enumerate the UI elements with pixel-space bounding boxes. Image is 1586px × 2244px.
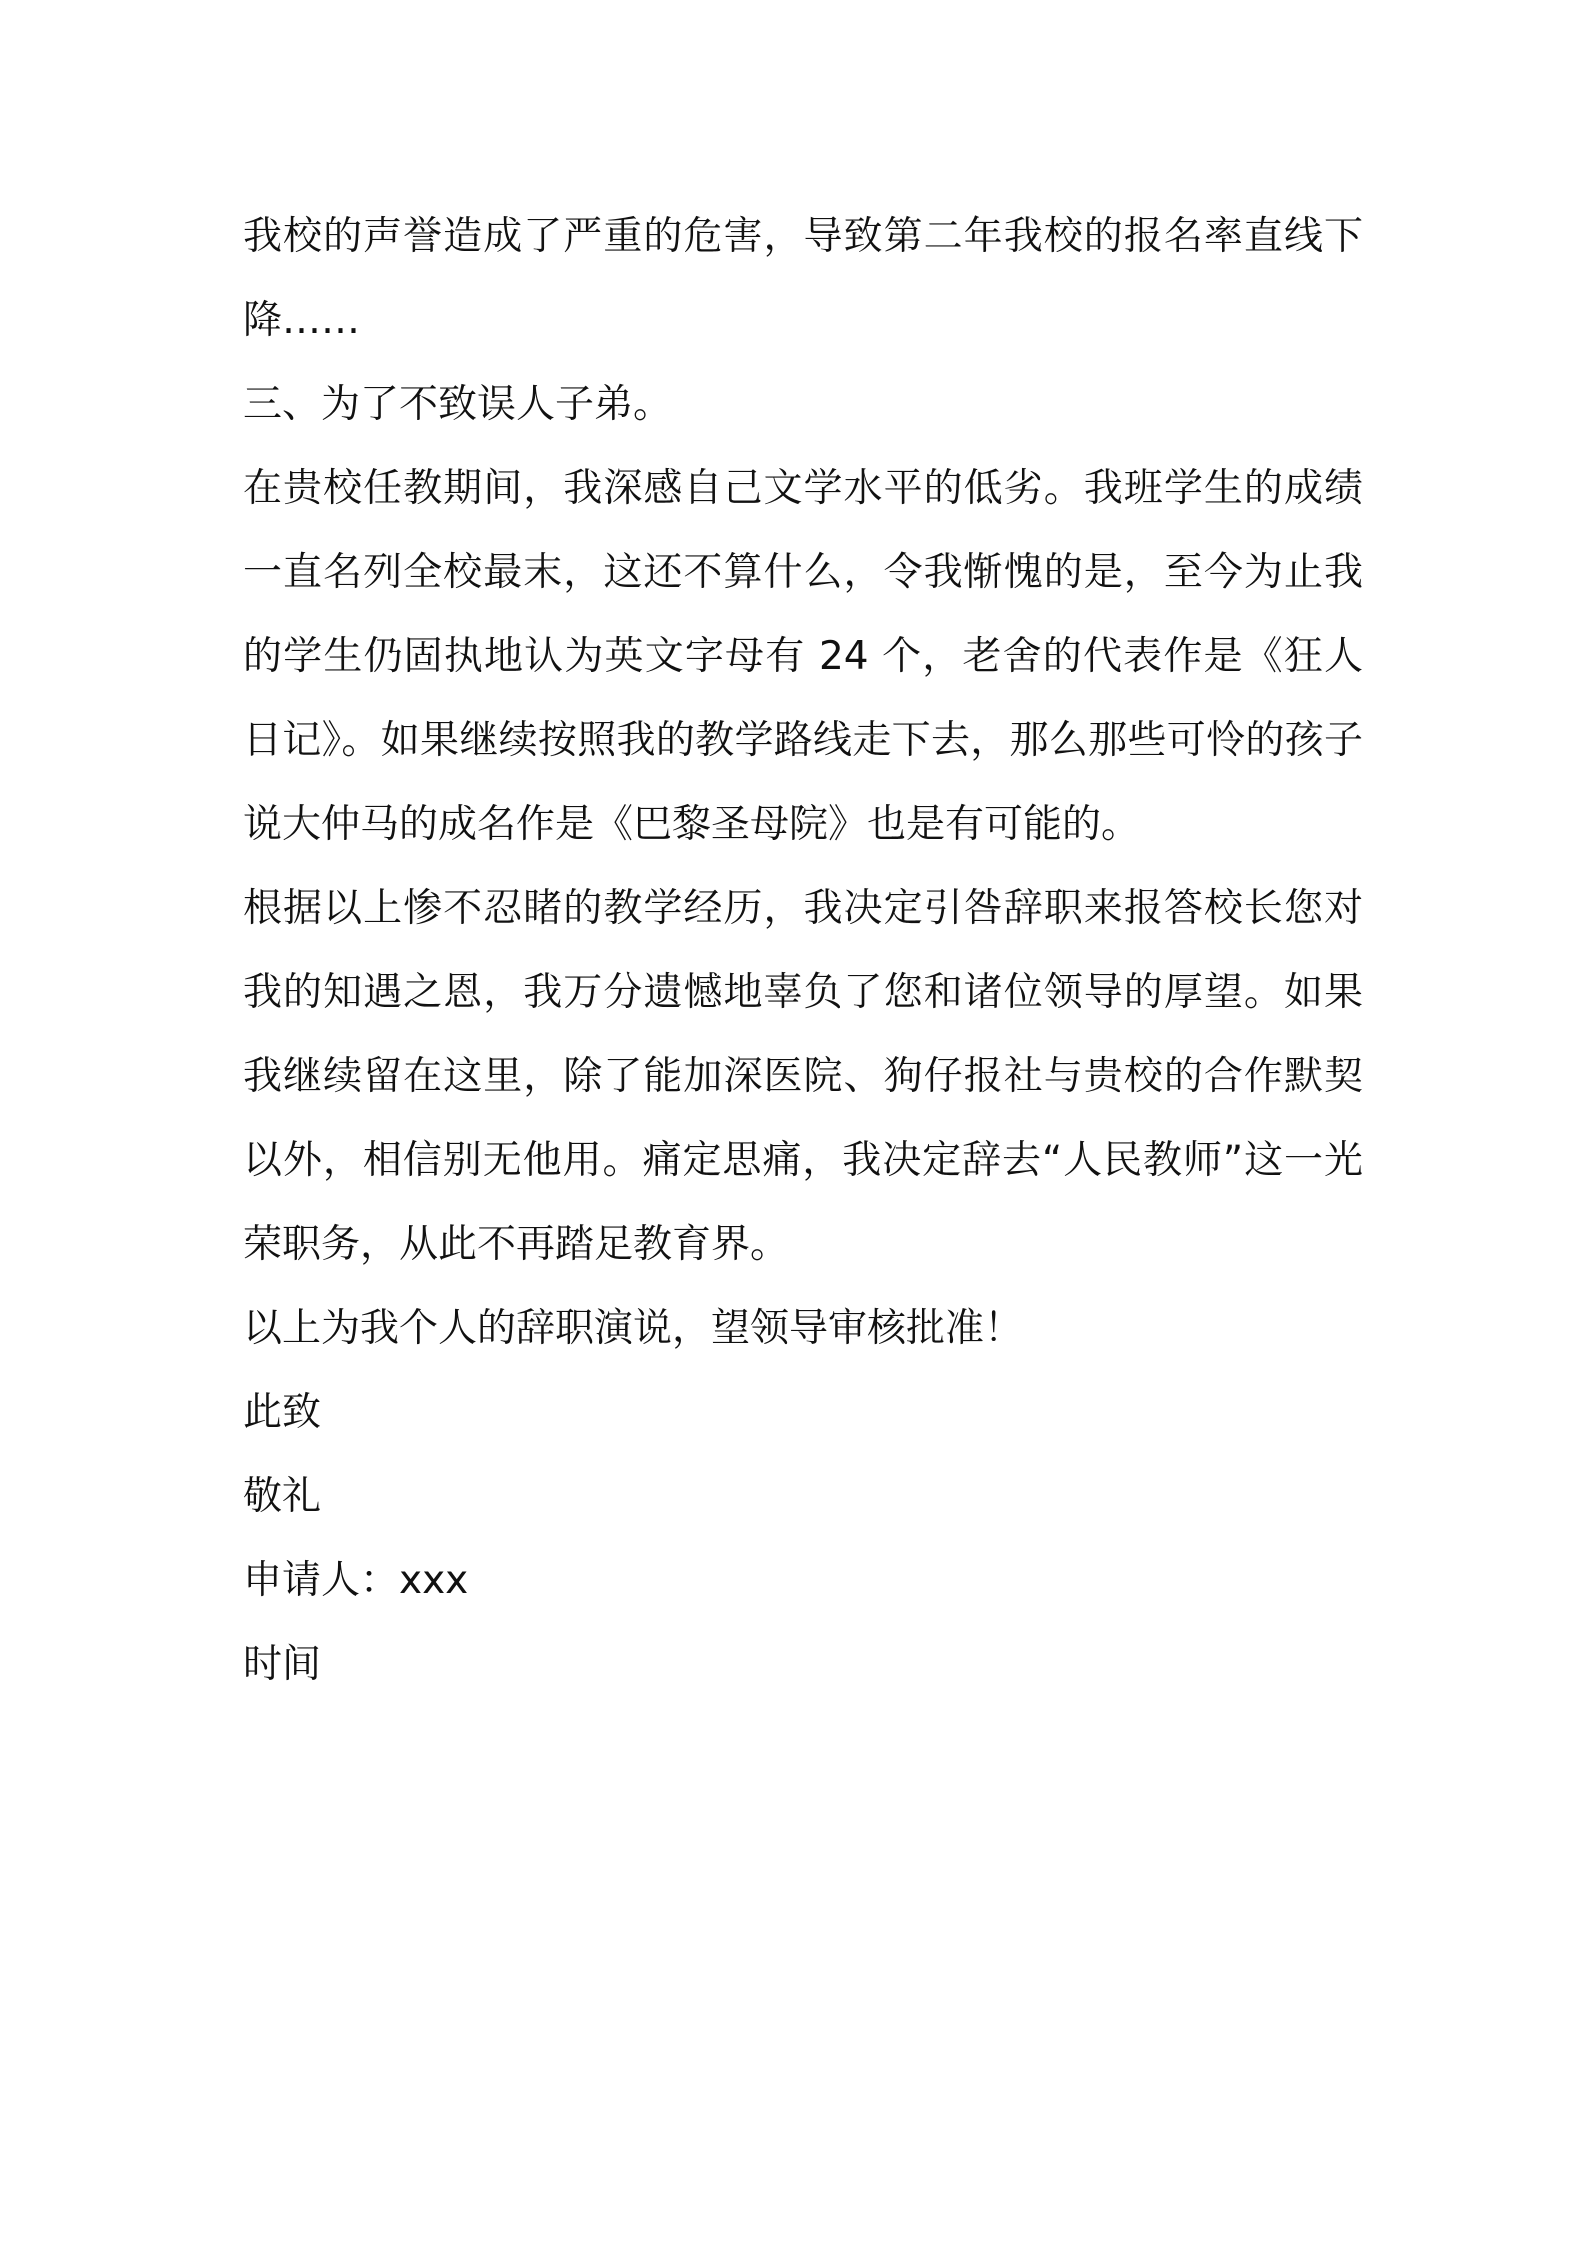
paragraph-resignation-decision: 根据以上惨不忍睹的教学经历，我决定引咎辞职来报答校长您对我的知遇之恩，我万分遗憾地辜负了您和诸位领导的厚望。如果我继续留在这里，除了能加深医院、狗仔报社与贵校的合作默契以外，相信别无他用。痛定思痛，我决定辞去“人民教师”这一光荣职务，从此不再踏足教育界。 (243, 886, 1363, 1267)
closing-salutation: 此致 (243, 1390, 322, 1435)
applicant-line: 申请人：xxx (243, 1558, 469, 1603)
section-heading: 三、为了不致误人子弟。 (243, 382, 673, 427)
date-line: 时间 (243, 1642, 322, 1687)
letter-body (243, 195, 1363, 1707)
closing-regards: 敬礼 (243, 1474, 322, 1519)
paragraph-continuation: 我校的声誉造成了严重的危害，导致第二年我校的报名率直线下降…… (243, 214, 1363, 343)
paragraph-teaching-experience: 在贵校任教期间，我深感自己文学水平的低劣。我班学生的成绩一直名列全校最末，这还不算什么，令我惭愧的是，至今为止我的学生仍固执地认为英文字母有 24 个，老舍的代表作是《狂人日记》。如果继续按照我的教学路线走下去，那么那些可怜的孩子说大仲马的成名作是《巴黎圣母院》也是有可能的。 (243, 466, 1363, 847)
paragraph-request-approval: 以上为我个人的辞职演说，望领导审核批准！ (243, 1306, 1024, 1351)
